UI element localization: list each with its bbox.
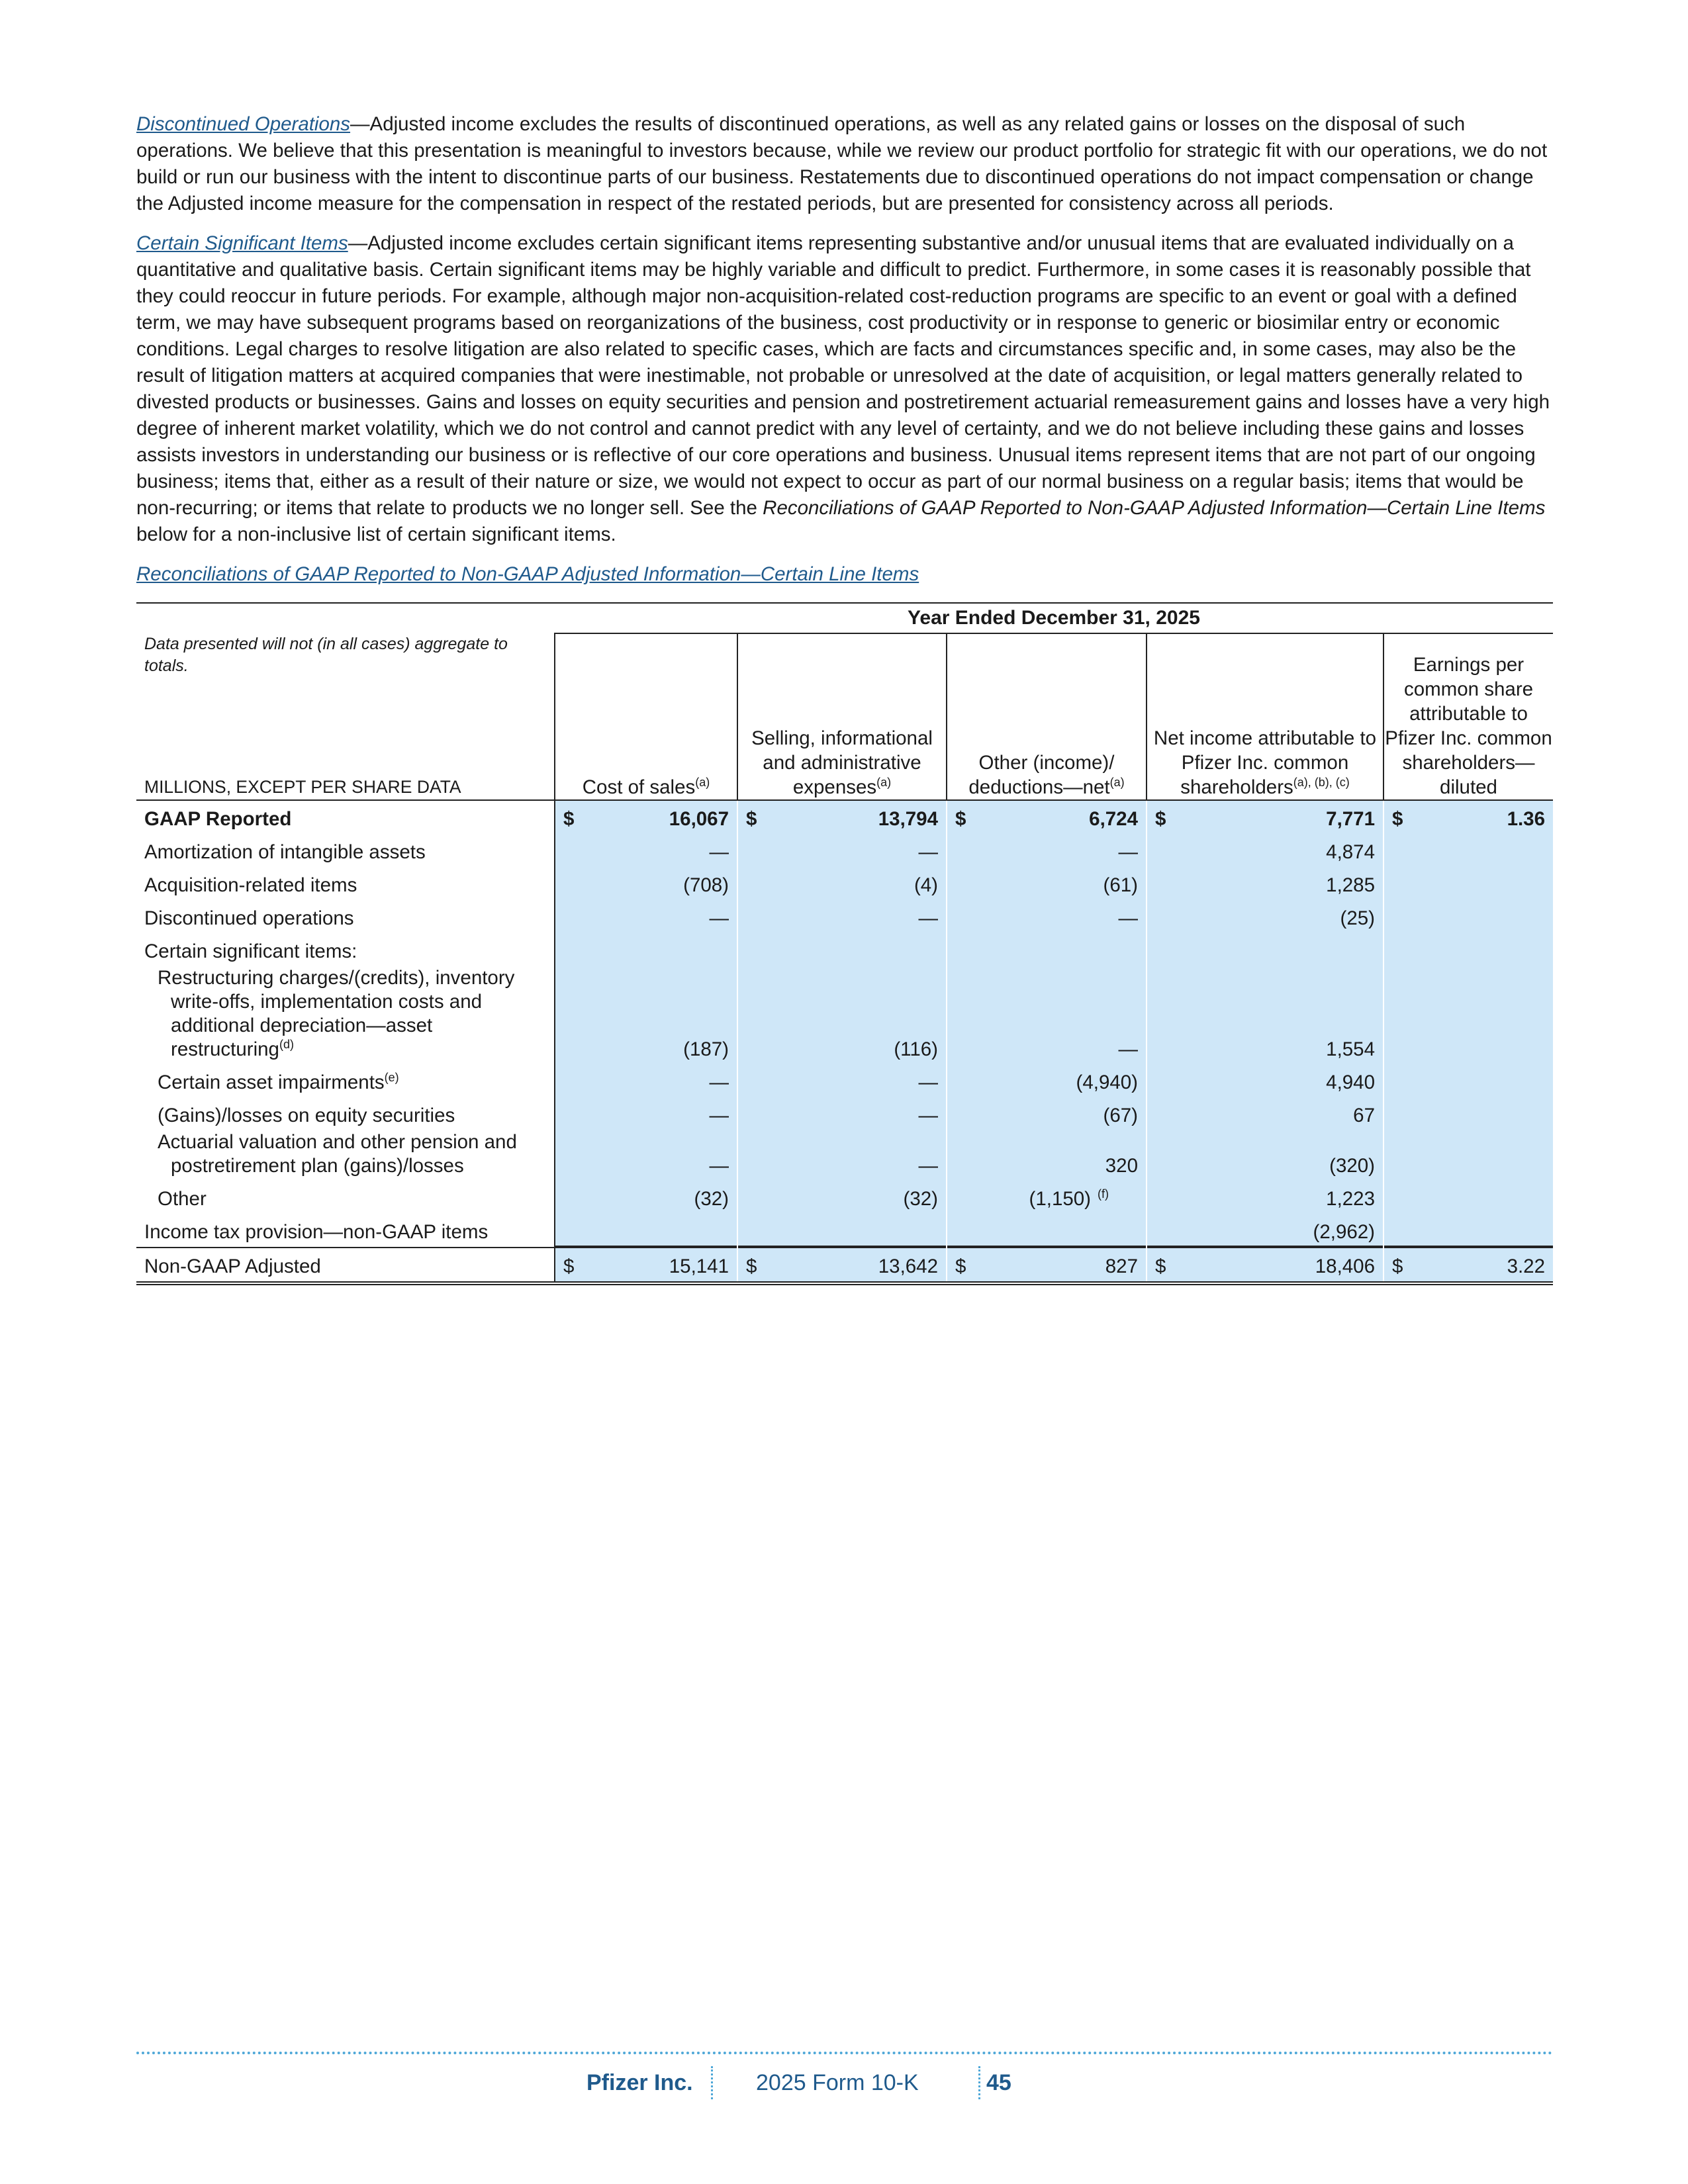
table-row <box>136 1097 1553 1130</box>
column-header-eps: Earnings per common share attributable to Pfizer Inc. common shareholders—diluted <box>1383 633 1553 800</box>
certain-significant-items-paragraph <box>136 230 1553 548</box>
dollar-sign: $ <box>1155 1255 1166 1277</box>
cell-value: (116) <box>894 1038 938 1060</box>
dollar-sign: $ <box>563 808 575 830</box>
table-row <box>136 1181 1553 1214</box>
table-row <box>136 900 1553 933</box>
cell-value: — <box>709 907 729 929</box>
cell-value: (1,150) <box>1029 1188 1091 1210</box>
cell-value: 7,771 <box>1326 808 1375 830</box>
cell-value: — <box>1118 841 1138 863</box>
table-row <box>136 1130 1553 1181</box>
certain-significant-items-text: —Adjusted income excludes certain significant items representing substantive and/or unusual items that are evaluated individually on a quantitative and qualitative basis. Certain significant items may be highly variable and difficult to predict. Furthermore, in some cases it is reasonably possible that they could reoccur in future periods. For example, although major non-acquisition-related cost-reduction programs are specific to an event or goal with a defined term, we may have subsequent programs based on reorganizations of the business, cost productivity or in response to generic or biosimilar entry or economic conditions. Legal charges to resolve litigation are also related to specific cases, which are facts and circumstances specific and, in some cases, may also be the result of litigation matters at acquired companies that were inestimable, not probable or unresolved at the date of acquisition, or legal matters generally related to divested products or businesses. Gains and losses on equity securities and pension and postretirement actuarial remeasurement gains and losses have a very high degree of inherent market volatility, which we do not control and cannot predict with any level of certainty, and we do not believe including these gains and losses assists investors in understanding our business or is reflective of our core operations and business. Unusual items represent items that are not part of our ongoing business; items that, either as a result of their nature or size, we would not expect to occur as part of our normal business on a regular basis; items that would be non-recurring; or items that relate to products we no longer sell. See the <box>136 232 1550 519</box>
cell-value: — <box>918 907 938 929</box>
table-row <box>136 933 1553 966</box>
row-label: Other <box>158 1188 207 1210</box>
cell-value: — <box>918 1105 938 1126</box>
cell-value: — <box>918 1071 938 1093</box>
cell-value: (67) <box>1103 1105 1138 1126</box>
cell-value: 1,285 <box>1326 874 1375 896</box>
discontinued-operations-text: —Adjusted income excludes the results of discontinued operations, as well as any related gains or losses on the disposal of such operations. We believe that this presentation is meaningful to investors because, while we review our product portfolio for strategic fit with our operations, we do not build or run our business with the intent to discontinue parts of our business. Restatements due to discontinued operations do not impact compensation or change the Adjusted income measure for the compensation in respect of the restated periods, but are presented for consistency across all periods. <box>136 113 1548 214</box>
cell-value: (61) <box>1103 874 1138 896</box>
cell-value: (320) <box>1329 1155 1375 1177</box>
reconciliations-section-link[interactable]: Reconciliations of GAAP Reported to Non-GAAP Adjusted Information—Certain Line Items <box>136 563 919 585</box>
footer-form: 2025 Form 10-K <box>756 2070 919 2095</box>
cell-value: — <box>709 1105 729 1126</box>
table-row <box>136 1064 1553 1097</box>
dollar-sign: $ <box>563 1255 575 1277</box>
table-label-header <box>136 633 555 800</box>
row-label: Actuarial valuation and other pension and postretirement plan (gains)/losses <box>158 1131 517 1177</box>
cell-value: — <box>709 841 729 863</box>
cell-value: 4,940 <box>1326 1071 1375 1093</box>
discontinued-operations-paragraph <box>136 111 1553 217</box>
dollar-sign: $ <box>955 808 966 830</box>
dollar-sign: $ <box>1392 808 1403 830</box>
cell-value: (32) <box>694 1188 729 1210</box>
cell-value: (4) <box>914 874 938 896</box>
cell-value: (187) <box>683 1038 729 1060</box>
dollar-sign: $ <box>1155 808 1166 830</box>
cell-value: — <box>1118 1038 1138 1060</box>
cell-value: 4,874 <box>1326 841 1375 863</box>
cell-value: 1,223 <box>1326 1188 1375 1210</box>
units-label: MILLIONS, EXCEPT PER SHARE DATA <box>144 777 461 797</box>
cell-value: (32) <box>903 1188 938 1210</box>
cell-value: 15,141 <box>669 1255 729 1277</box>
table-row <box>136 1248 1553 1283</box>
cell-value: (25) <box>1340 907 1375 929</box>
footnote-marker: (f) <box>1098 1187 1109 1201</box>
page-number: 45 <box>986 2070 1011 2095</box>
row-label: Discontinued operations <box>144 907 354 929</box>
row-label: GAAP Reported <box>136 800 555 834</box>
cell-value: — <box>918 841 938 863</box>
cell-value: (2,962) <box>1313 1221 1375 1243</box>
table-row <box>136 800 1553 834</box>
cell-value: — <box>709 1071 729 1093</box>
discontinued-operations-link[interactable]: Discontinued Operations <box>136 113 351 135</box>
footer-separator <box>711 2066 713 2099</box>
cell-value: 13,794 <box>878 808 938 830</box>
table-row <box>136 966 1553 1064</box>
dollar-sign: $ <box>746 1255 757 1277</box>
cell-value: 67 <box>1353 1105 1375 1126</box>
cell-value: 18,406 <box>1315 1255 1375 1277</box>
cell-value: (708) <box>683 874 729 896</box>
cell-value: 320 <box>1105 1155 1138 1177</box>
dollar-sign: $ <box>955 1255 966 1277</box>
row-label: Certain significant items: <box>144 940 357 962</box>
cell-value: 1,554 <box>1326 1038 1375 1060</box>
row-label: Non-GAAP Adjusted <box>136 1248 555 1283</box>
cell-value: — <box>1118 907 1138 929</box>
aggregation-note: Data presented will not (in all cases) aggregate to totals. <box>144 635 508 675</box>
cell-value: 1.36 <box>1507 808 1545 830</box>
row-label: Income tax provision—non-GAAP items <box>144 1221 489 1243</box>
cell-value: 6,724 <box>1089 808 1138 830</box>
reconciliation-table <box>136 602 1553 1285</box>
column-header-cost-of-sales: Cost of sales$^{(a)}$ <box>555 633 737 800</box>
cell-value: 13,642 <box>878 1255 938 1277</box>
certain-significant-items-tail: below for a non-inclusive list of certain significant items. <box>136 523 616 545</box>
row-label: Restructuring charges/(credits), inventory write-offs, implementation costs and additional depreciation—asset restructuring$^{(d)}$ <box>158 967 515 1060</box>
footer-company: Pfizer Inc. <box>586 2070 693 2095</box>
cell-value: 3.22 <box>1507 1255 1545 1277</box>
cell-value: (4,940) <box>1076 1071 1138 1093</box>
cell-value: — <box>709 1155 729 1177</box>
row-label: Amortization of intangible assets <box>144 841 426 863</box>
page-footer <box>136 2052 1553 2094</box>
column-header-net-income: Net income attributable to Pfizer Inc. common shareholders$^{(a), (b), (c)}$ <box>1147 633 1383 800</box>
footer-separator <box>978 2066 980 2099</box>
row-label: Acquisition-related items <box>144 874 357 896</box>
page-content <box>136 111 1553 1285</box>
dollar-sign: $ <box>746 808 757 830</box>
table-row <box>136 834 1553 867</box>
column-header-sga: Selling, informational and administrative expenses$^{(a)}$ <box>737 633 947 800</box>
cell-value: 827 <box>1105 1255 1138 1277</box>
column-header-other-income-deductions: Other (income)/ deductions—net$^{(a)}$ <box>947 633 1147 800</box>
table-row <box>136 867 1553 900</box>
certain-significant-items-link[interactable]: Certain Significant Items <box>136 232 348 254</box>
cell-value: — <box>918 1155 938 1177</box>
row-label: Certain asset impairments$^{(e)}$ <box>158 1071 399 1093</box>
table-row <box>136 1214 1553 1248</box>
reconciliations-reference: Reconciliations of GAAP Reported to Non-GAAP Adjusted Information—Certain Line Items <box>763 497 1546 519</box>
period-header: Year Ended December 31, 2025 <box>555 604 1553 633</box>
row-label: (Gains)/losses on equity securities <box>158 1105 455 1126</box>
cell-value: 16,067 <box>669 808 729 830</box>
dollar-sign: $ <box>1392 1255 1403 1277</box>
